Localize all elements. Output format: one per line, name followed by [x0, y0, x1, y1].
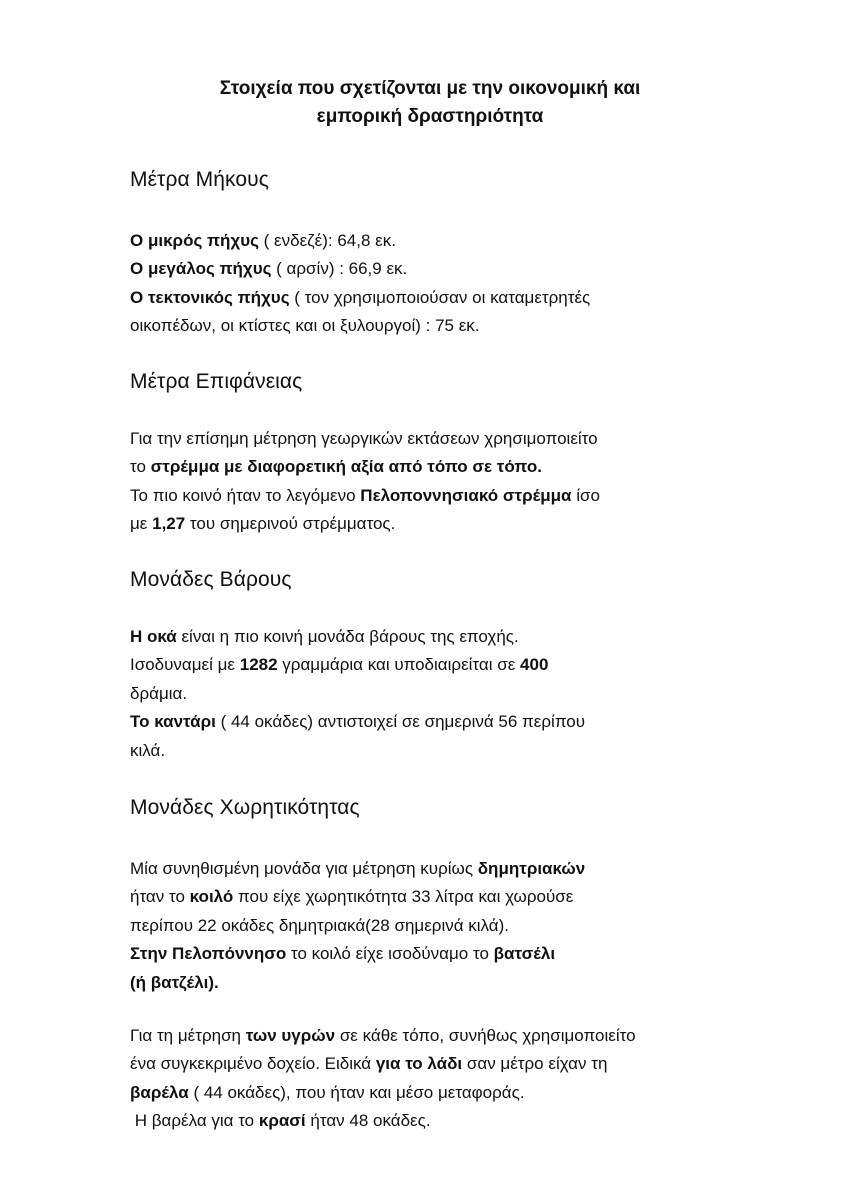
bold-term: Το καντάρι [130, 712, 216, 732]
text-run: το [130, 457, 151, 477]
bold-term: Ο μικρός πήχυς [130, 231, 259, 250]
text-line [130, 651, 770, 679]
text-line [130, 1022, 770, 1050]
bold-term: στρέμμα με διαφορετική αξία από τόπο σε τόπο. [150, 457, 542, 477]
bold-term: Η οκά [130, 627, 177, 646]
capacity-paragraph-2 [130, 1022, 770, 1136]
bold-term: κοιλό [189, 887, 234, 907]
text-run: το κοιλό είχε ισοδύναμο το [286, 944, 494, 964]
bold-term: Ο μεγάλος πήχυς [130, 259, 272, 279]
bold-term: δημητριακών [477, 859, 586, 878]
text-line [130, 255, 770, 283]
surface-paragraph [130, 425, 770, 539]
text-run: Μία συνηθισμένη μονάδα για μέτρηση κυρίως [130, 859, 478, 878]
weight-heading: Μονάδες Βάρους [130, 568, 292, 591]
text-run: ήταν 48 οκάδες. [305, 1111, 431, 1131]
bold-term: βαρέλα [130, 1082, 189, 1102]
bold-term: για το λάδι [375, 1054, 463, 1074]
text-run: ( 44 οκάδες) αντιστοιχεί σε σημερινά 56 περίπου [215, 712, 586, 732]
text-line [130, 855, 770, 883]
text-line [130, 482, 770, 510]
text-run: που είχε χωρητικότητα 33 λίτρα και χωρούσε [233, 887, 574, 907]
text-run: ( 44 οκάδες), που ήταν και μέσο μεταφοράς. [188, 1082, 525, 1102]
text-line [130, 883, 770, 911]
text-line: δράμια. [130, 683, 188, 703]
text-line [130, 708, 770, 736]
bold-term: των υγρών [245, 1026, 336, 1045]
title-line-2: εμπορική δραστηριότητα [316, 106, 544, 127]
text-run: ( τον χρησιμοποιούσαν οι καταμετρητές [289, 287, 591, 307]
bold-term: κρασί [258, 1111, 306, 1131]
text-line [130, 1050, 770, 1078]
bold-term: (ή [130, 972, 151, 992]
page-title [130, 75, 730, 131]
surface-heading: Μέτρα Επιφάνειας [130, 370, 303, 393]
text-run: του σημερινού στρέμματος. [185, 514, 396, 534]
text-line: Για την επίσημη μέτρηση γεωργικών εκτάσεων χρησιμοποιείτο [130, 429, 598, 448]
capacity-heading: Μονάδες Χωρητικότητας [130, 796, 360, 819]
bold-term: 1282 [239, 655, 278, 675]
text-run: είναι η πιο κοινή μονάδα βάρους της εποχής. [176, 627, 519, 646]
weight-paragraph [130, 623, 770, 765]
bold-term: 400 [520, 655, 549, 675]
text-run: σαν μέτρο είχαν τη [462, 1054, 608, 1074]
text-run: ήταν το [130, 887, 190, 907]
title-line-1: Στοιχεία που σχετίζονται με την οικονομική και [219, 78, 641, 99]
bold-term: Πελοποννησιακό στρέμμα [360, 485, 572, 505]
text-run: ( ενδεζέ): 64,8 εκ. [258, 231, 396, 250]
bold-term: Ο τεκτονικός πήχυς [130, 287, 290, 307]
text-run: σε κάθε τόπο, συνήθως χρησιμοποιείτο [335, 1026, 636, 1045]
capacity-paragraph-1 [130, 855, 770, 997]
text-line [130, 940, 770, 968]
text-run: ίσο [571, 485, 600, 505]
text-line [130, 1107, 770, 1135]
text-run: Η βαρέλα για το [130, 1111, 259, 1131]
bold-term: Στην Πελοπόννησο [130, 944, 287, 964]
text-line [130, 969, 770, 997]
text-run: ( αρσίν) : 66,9 εκ. [271, 259, 408, 279]
bold-term: 1,27 [152, 514, 186, 534]
bold-term: βατσέλι [493, 944, 556, 964]
text-line [130, 510, 770, 538]
text-run: Για τη μέτρηση [130, 1026, 246, 1045]
text-run: ένα συγκεκριμένο δοχείο. Ειδικά [130, 1054, 376, 1074]
text-line: περίπου 22 οκάδες δημητριακά(28 σημερινά κιλά). [130, 915, 510, 935]
text-run: Ισοδυναμεί με [130, 655, 240, 675]
text-line [130, 227, 770, 255]
text-run: Το πιο κοινό ήταν το λεγόμενο [130, 485, 361, 505]
text-line [130, 453, 770, 481]
text-line [130, 284, 770, 312]
text-run: με [130, 514, 153, 534]
text-line: κιλά. [130, 740, 166, 760]
text-line [130, 623, 770, 651]
length-paragraph [130, 227, 770, 341]
text-line [130, 1079, 770, 1107]
text-line: οικοπέδων, οι κτίστες και οι ξυλουργοί) : 75 εκ. [130, 316, 480, 336]
text-run: γραμμάρια και υποδιαιρείται σε [277, 655, 521, 675]
length-heading: Μέτρα Μήκους [130, 168, 269, 191]
bold-term: βατζέλι). [150, 972, 219, 992]
